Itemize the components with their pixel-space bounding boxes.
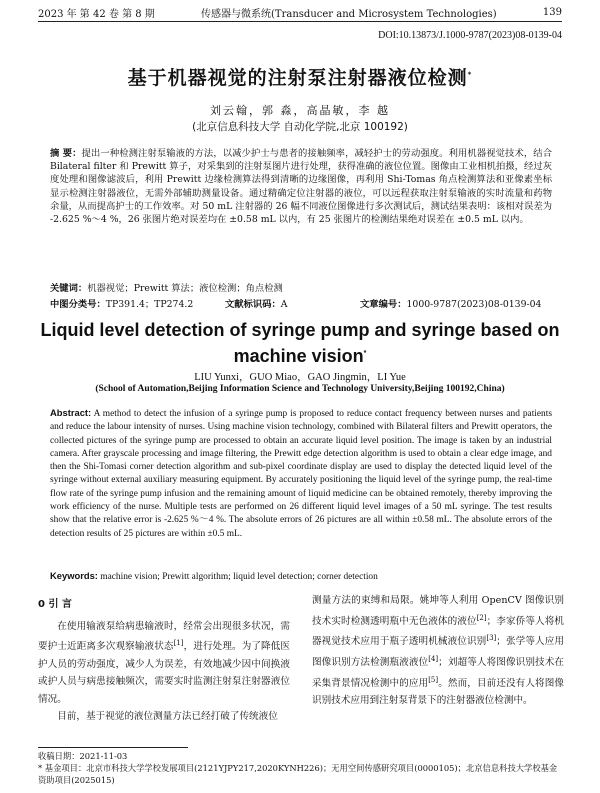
zh-title-mark: * bbox=[467, 70, 473, 79]
zh-abstract-label: 摘 要： bbox=[50, 148, 82, 159]
body-text: ，进行处理。为了降低医护人员的劳动强度，减少人为误差，有效地减少因中间换液或护人员与病患接触频次，需要实时监测注射泵注射器液位情况。 bbox=[38, 641, 291, 705]
section-heading: 0 引 言 bbox=[38, 599, 72, 610]
received-value: 2021-11-03 bbox=[79, 751, 128, 761]
en-keywords bbox=[50, 570, 552, 582]
zh-title-text: 基于机器视觉的注射泵注射器液位检测 bbox=[127, 67, 468, 89]
body-text: ；刘超等人将图像识别技术在采集背景情况检测中的应用 bbox=[312, 657, 565, 689]
zh-keywords-label: 关键词： bbox=[50, 283, 88, 294]
body-paragraph bbox=[38, 618, 290, 709]
citation[interactable]: [3] bbox=[486, 634, 497, 643]
zh-classification bbox=[50, 296, 552, 310]
en-affiliation: (School of Automation,Beijing Information Science and Technology University,Beijing 100192,China) bbox=[95, 384, 505, 394]
en-abstract-text: A method to detect the infusion of a syringe pump is proposed to reduce contact frequency between nurses and patients and reduce the labour intensity of nurses. Using machine vision technology, combined with Bilateral filters and Prewitt operators, the collected pictures of the syringe pump are processed to obtain an accurate liquid level position. The image is taken by an industrial camera. After grayscale processing and image filtering, the Prewitt edge detection algorithm is used to obtain a clear edge image, and then the Shi-Tomasi corner detection algorithm and sub-pixel coordinate display are used to display the detected liquid level of the syringe without external auxiliary measuring equipment. By accurately positioning the liquid level of the syringe pump, the real-time flow rate of the syringe pump infusion and the remaining amount of liquid medicine can be obtained remotely, thereby improving the work efficiency of the nurse. Multiple tests are performed on 26 different liquid level images of a 50 mL syringe. The test results show that the relative error is -2.625 %～4 %. The absolute errors of 26 pictures are all within ±0.58 mL. The absolute errors of the detection results of 25 pictures are within ±0.5 mL. bbox=[50, 409, 552, 539]
issue-info: 2023 年 第 42 卷 第 8 期 bbox=[38, 8, 155, 20]
doi[interactable]: DOI:10.13873/J.1000-9787(2023)08-0139-04 bbox=[378, 30, 562, 41]
body-column-right bbox=[312, 592, 564, 710]
article-no-label: 文章编号： bbox=[360, 299, 407, 310]
citation[interactable]: [1] bbox=[173, 639, 184, 647]
page-number: 139 bbox=[542, 6, 562, 18]
zh-authors: 刘云翰，郭 淼，高晶敏，李 越 bbox=[210, 104, 390, 117]
en-abstract-label: Abstract: bbox=[50, 407, 92, 418]
body-text: ；张学等人应用图像识别方法检测瓶液液位 bbox=[312, 636, 565, 669]
body-text: 在使用输液泵给病患输液时，经常会出现很多状况，需要护士近距离多次观察输液状态 bbox=[38, 620, 290, 653]
clc-field bbox=[50, 296, 225, 310]
zh-keywords bbox=[50, 280, 552, 294]
clc-value: TP391.4；TP274.2 bbox=[105, 299, 194, 310]
citation[interactable]: [5] bbox=[428, 675, 439, 684]
body-text: 。然而，目前还没有人将图像识别技术应用到注射泵背景下的注射器液位检测中。 bbox=[312, 677, 565, 707]
body-text: 目前，基于视觉的液位测量方法已经打破了传统液位 bbox=[57, 711, 278, 723]
fund-info bbox=[38, 762, 562, 786]
received-date bbox=[38, 750, 562, 762]
fund-value: 北京市科技大学学校发展项目(2121YJPY217,2020KYNH226)；无用空间传感研究项目(0000105)；北京信息科技大学校基金资助项目(2025015) bbox=[38, 763, 558, 785]
journal-name: 传感器与微系统(Transducer and Microsystem Technologies) bbox=[201, 8, 497, 20]
citation[interactable]: [2] bbox=[476, 613, 487, 622]
received-label: 收稿日期： bbox=[38, 751, 80, 761]
en-abstract bbox=[50, 406, 552, 541]
article-no-field bbox=[360, 296, 541, 310]
footnotes bbox=[38, 750, 562, 786]
header-rule bbox=[38, 21, 562, 22]
body-text: 测量方法的束缚和局限。姚坤等人利用 OpenCV 图像识别技术实时检测透明瓶中无色液体的液位 bbox=[312, 595, 564, 627]
doc-code-field bbox=[225, 296, 360, 310]
running-header bbox=[38, 4, 562, 20]
en-keywords-label: Keywords: bbox=[50, 570, 98, 581]
body-column-left bbox=[38, 596, 290, 726]
citation[interactable]: [4] bbox=[428, 654, 439, 663]
doc-code-value: A bbox=[280, 299, 288, 310]
body-text: ；李家侨等人将机器视觉技术应用于瓶子透明机械液位识别 bbox=[312, 615, 565, 648]
en-title-text: Liquid level detection of syringe pump and syringe based on machine vision bbox=[40, 320, 560, 366]
zh-affiliation: (北京信息科技大学 自动化学院,北京 100192) bbox=[192, 121, 408, 133]
body-paragraph bbox=[312, 592, 564, 710]
zh-abstract bbox=[50, 147, 552, 226]
clc-label: 中图分类号： bbox=[50, 299, 106, 310]
footnote-rule bbox=[38, 747, 188, 748]
body-paragraph bbox=[38, 708, 290, 726]
en-title bbox=[40, 318, 560, 368]
zh-keywords-text: 机器视觉；Prewitt 算法；液位检测；角点检测 bbox=[87, 283, 283, 294]
fund-label: * 基金项目： bbox=[38, 763, 87, 773]
en-title-mark: * bbox=[363, 350, 367, 357]
en-authors: LIU Yunxi，GUO Miao，GAO Jingmin，LI Yue bbox=[194, 372, 406, 383]
zh-abstract-text: 提出一种检测注射泵输液的方法，以减少护士与患者的接触频率，减轻护士的劳动强度。利用机器视觉技术，结合 Bilateral filter 和 Prewitt 算子，对采集到的注射泵图片进行处理，获得准确的液位位置。图像由工业相机拍摄，经过灰度处理和图像滤波后，利用 Prewitt 边缘检测算法得到清晰的边缘图像，再利用 Shi-Tomas 角点检测算法和亚像素坐标显示检测注射器液位，无需外部辅助测量设备。通过精确定位注射器的液位，可以远程获取注射泵输液的实时流量和药物余量，从而提高护士的工作效率。对 50 mL 注射器的 26 幅不同液位图像进行多次测试后，测试结果表明：该相对误差为 -2.625 %～4 %，26 张图片绝对误差均在 ±0.58 mL 以内，有 25 张图片的检测结果绝对误差在 ±0.5 mL 以内。 bbox=[50, 148, 552, 226]
zh-title bbox=[0, 63, 600, 90]
en-keywords-text: machine vision; Prewitt algorithm; liquid level detection; corner detection bbox=[100, 572, 378, 582]
article-no-value: 1000-9787(2023)08-0139-04 bbox=[406, 299, 542, 310]
doc-code-label: 文献标识码： bbox=[225, 299, 281, 310]
